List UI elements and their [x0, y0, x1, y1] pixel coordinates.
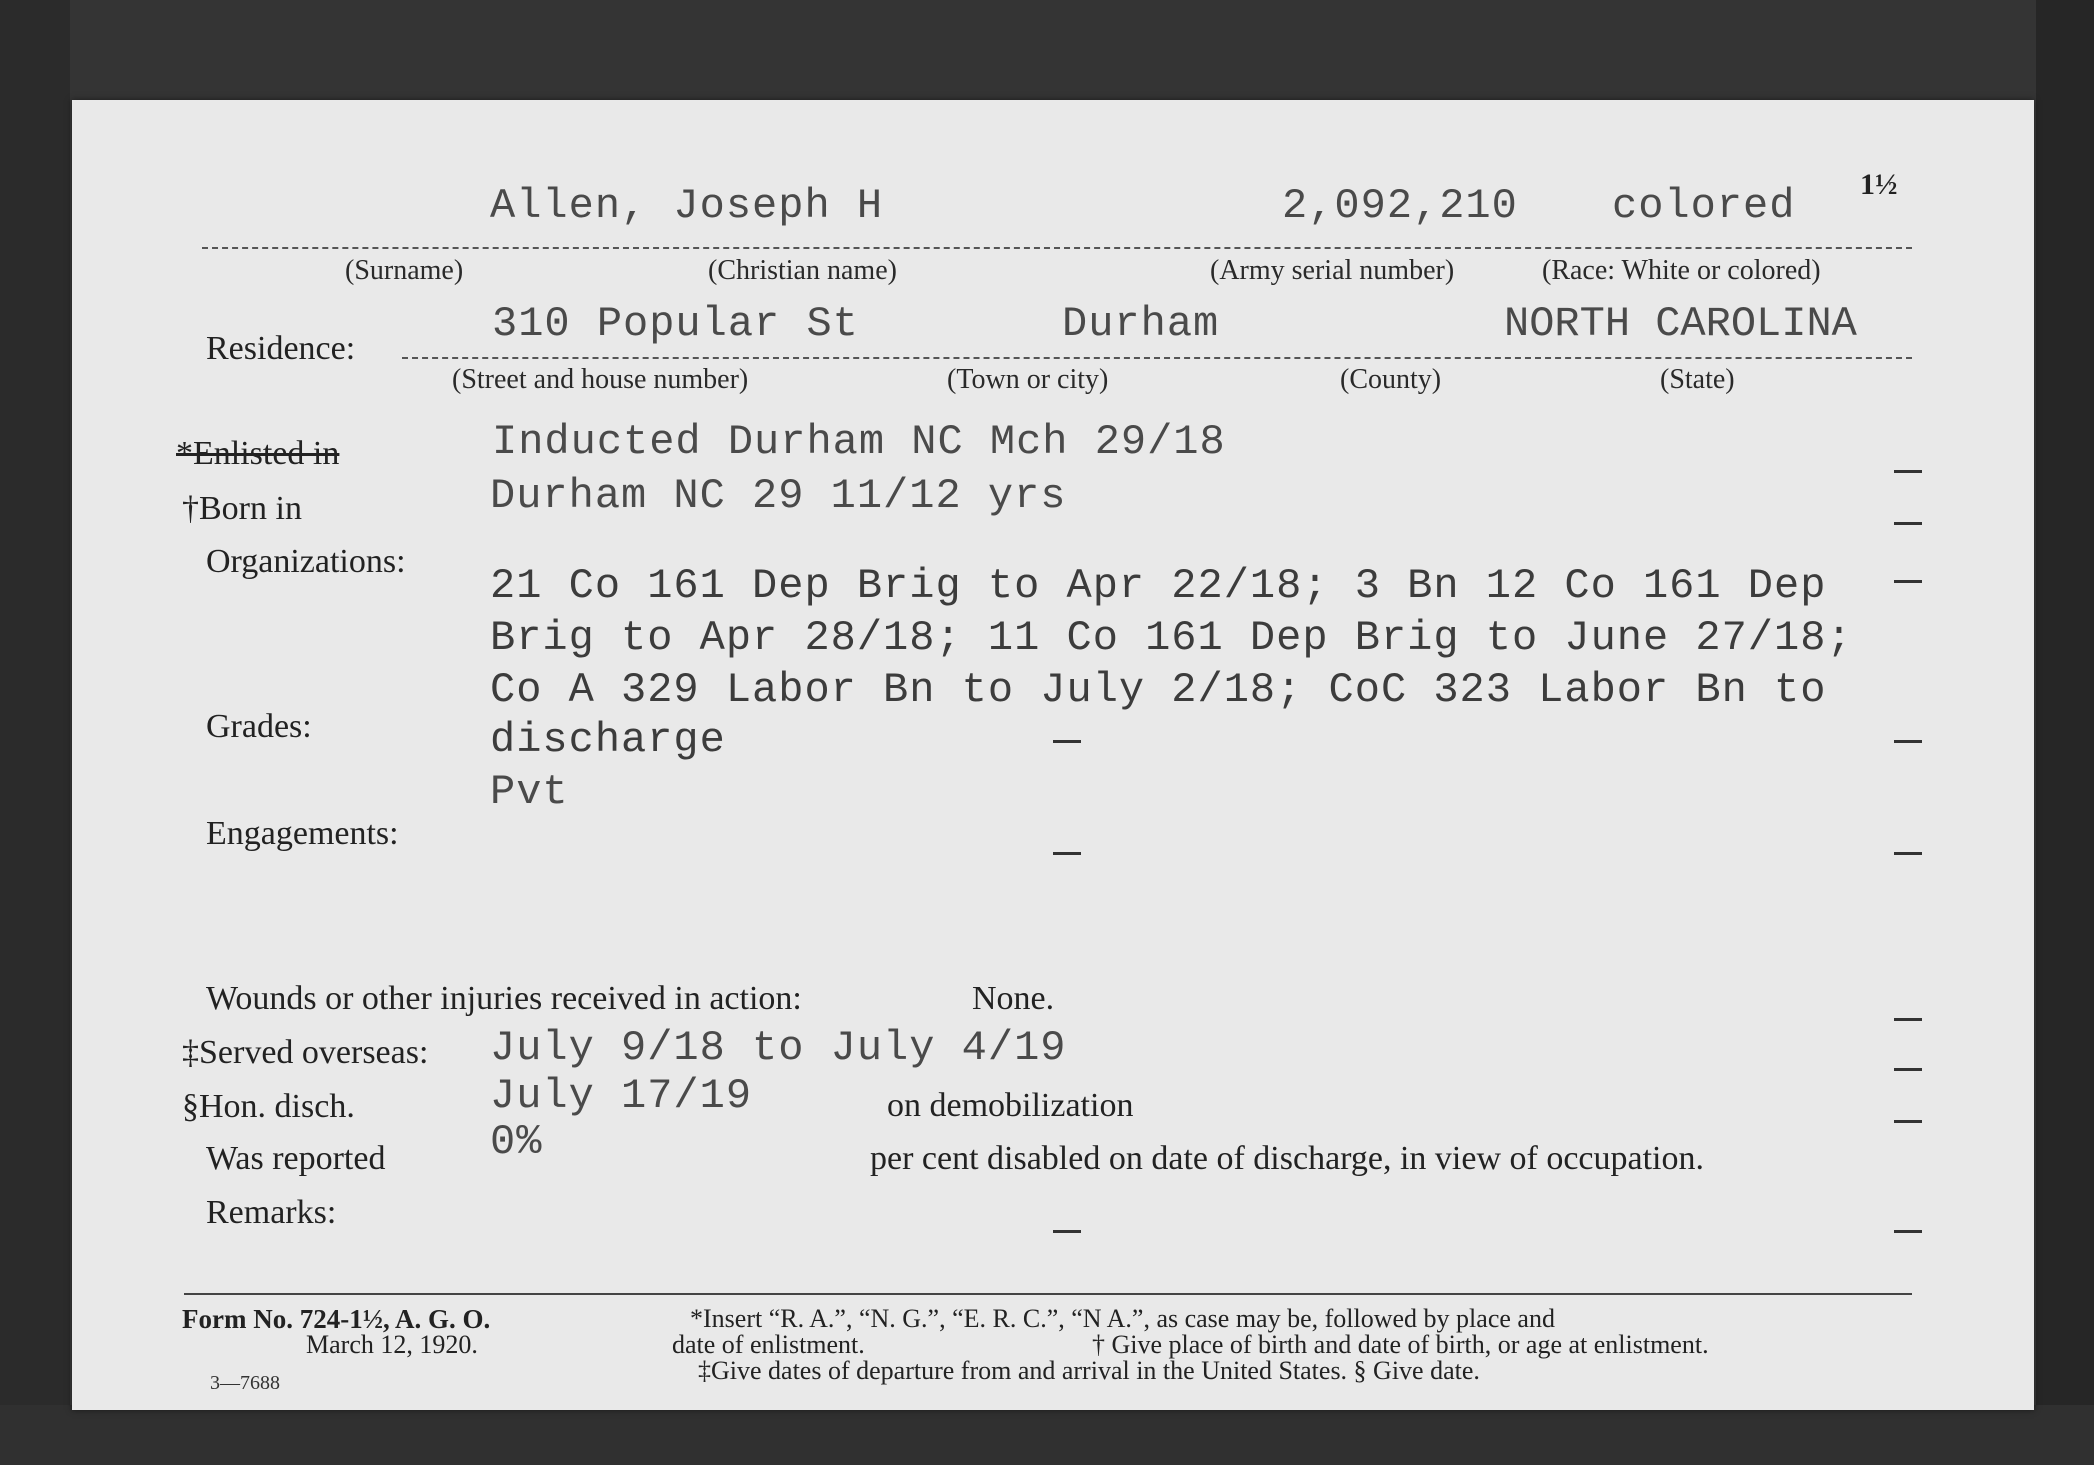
wounds-tick [1894, 1018, 1922, 1021]
caption-county: (County) [1340, 364, 1442, 395]
grades-tick [1894, 740, 1922, 743]
footnote-overseas: ‡Give dates of departure from and arrival in the United States. § Give date. [698, 1356, 1480, 1385]
residence-label: Residence: [206, 330, 356, 367]
background-bottom [0, 1405, 2094, 1465]
served-overseas-label: ‡Served overseas: [182, 1034, 429, 1071]
grades-value: Pvt [490, 768, 569, 816]
remarks-label: Remarks: [206, 1194, 337, 1231]
caption-surname: (Surname) [345, 255, 464, 286]
organization-line-4: discharge [490, 716, 726, 764]
was-reported-label: Was reported [206, 1140, 386, 1177]
engagements-tick [1894, 852, 1922, 855]
footer-rule [184, 1293, 1912, 1295]
caption-serial-number: (Army serial number) [1210, 255, 1455, 286]
organizations-tick [1894, 580, 1922, 583]
serial-number-value: 2,092,210 [1282, 182, 1518, 230]
caption-state: (State) [1660, 364, 1735, 395]
caption-street: (Street and house number) [452, 364, 749, 395]
born-label: †Born in [182, 490, 302, 527]
organization-line-1: 21 Co 161 Dep Brig to Apr 22/18; 3 Bn 12 Co 161 Dep [490, 562, 1827, 610]
wounds-label: Wounds or other injuries received in action: [206, 980, 802, 1017]
grades-label: Grades: [206, 708, 312, 745]
disability-percent-value: 0% [490, 1118, 543, 1166]
organization-line-2: Brig to Apr 28/18; 11 Co 161 Dep Brig to June 27/18; [490, 614, 1853, 662]
footnote-birth: † Give place of birth and date of birth, or age at enlistment. [1092, 1330, 1709, 1359]
header-line [202, 247, 1912, 249]
engagements-mid-tick [1053, 852, 1081, 855]
background-left [0, 0, 70, 1465]
served-overseas-value: July 9/18 to July 4/19 [490, 1024, 1067, 1072]
residence-line [402, 357, 1912, 359]
print-code: 3—7688 [210, 1372, 280, 1394]
state-value: NORTH CAROLINA [1504, 300, 1857, 348]
footnote-enlistment-cont: date of enlistment. [672, 1330, 865, 1359]
enlisted-value: Inducted Durham NC Mch 29/18 [492, 418, 1226, 466]
wounds-value: None. [972, 980, 1055, 1017]
enlisted-tick [1894, 470, 1922, 473]
honorable-discharge-value: July 17/19 [490, 1072, 753, 1120]
form-date: March 12, 1920. [306, 1330, 478, 1359]
caption-race: (Race: White or colored) [1542, 255, 1821, 286]
engagements-label: Engagements: [206, 815, 399, 852]
born-value: Durham NC 29 11/12 yrs [490, 472, 1067, 520]
disability-description: per cent disabled on date of discharge, in view of occupation. [870, 1140, 1704, 1177]
discharge-tick [1894, 1120, 1922, 1123]
footnote-enlistment: *Insert “R. A.”, “N. G.”, “E. R. C.”, “N A.”, as case may be, followed by place and [690, 1304, 1555, 1333]
service-record-card [72, 100, 2034, 1410]
grades-mid-tick [1053, 740, 1081, 743]
served-overseas-tick [1894, 1068, 1922, 1071]
remarks-mid-tick [1053, 1230, 1081, 1233]
corner-mark: 1½ [1860, 168, 1898, 201]
background-right [2036, 0, 2094, 1465]
caption-christian-name: (Christian name) [708, 255, 897, 286]
organization-line-3: Co A 329 Labor Bn to July 2/18; CoC 323 Labor Bn to [490, 666, 1827, 714]
organizations-label: Organizations: [206, 543, 406, 580]
background-top [0, 0, 2094, 100]
remarks-tick [1894, 1230, 1922, 1233]
enlisted-label: *Enlisted in [176, 435, 340, 472]
born-tick [1894, 522, 1922, 525]
caption-town: (Town or city) [947, 364, 1109, 395]
form-number: Form No. 724-1½, A. G. O. [182, 1304, 491, 1334]
town-value: Durham [1062, 300, 1220, 348]
street-value: 310 Popular St [492, 300, 859, 348]
discharge-suffix: on demobilization [887, 1087, 1134, 1124]
honorable-discharge-label: §Hon. disch. [182, 1088, 355, 1125]
race-value: colored [1612, 182, 1796, 230]
name-value: Allen, Joseph H [490, 182, 884, 230]
